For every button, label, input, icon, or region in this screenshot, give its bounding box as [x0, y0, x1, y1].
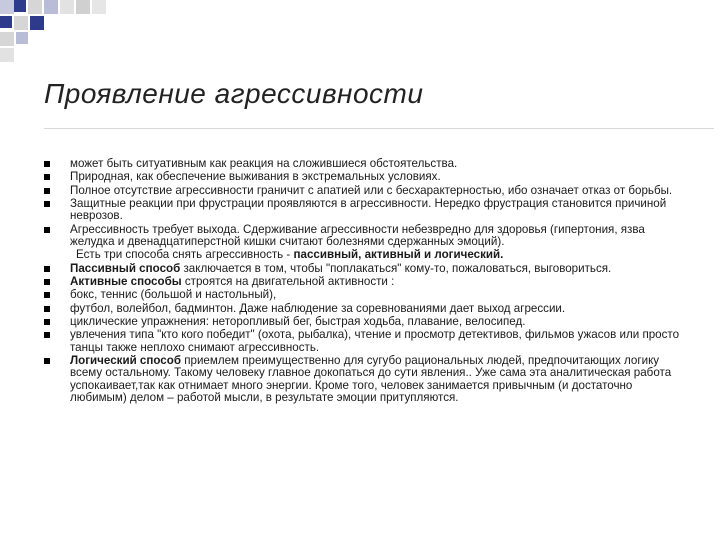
square-bullet-icon — [44, 292, 50, 298]
list-item — [44, 224, 684, 249]
decor-square — [14, 16, 28, 30]
square-bullet-icon — [44, 227, 50, 233]
square-bullet-icon — [44, 358, 50, 364]
item-text: может быть ситуативным как реакция на сложившиеся обстоятельства. — [70, 157, 458, 170]
decor-square — [92, 0, 106, 14]
item-text: циклические упражнения: неторопливый бег, быстрая ходьба, плавание, велосипед. — [70, 315, 526, 328]
item-text: Защитные реакции при фрустрации проявляются в агрессивности. Нередко фрустрация становится причиной неврозов. — [70, 196, 667, 223]
item-bold: Пассивный способ — [70, 261, 181, 275]
decor-square — [44, 0, 58, 14]
square-bullet-icon — [44, 279, 50, 285]
item-text: бокс, теннис (большой и настольный), — [70, 288, 277, 302]
list-item — [44, 289, 684, 301]
square-bullet-icon — [44, 266, 50, 272]
list-item — [44, 263, 684, 275]
square-bullet-icon — [44, 306, 50, 312]
list-item — [44, 329, 684, 354]
item-text: Полное отсутствие агрессивности граничит с апатией или с бесхарактерностью, ибо означает отказ от борьбы. — [70, 183, 673, 197]
item-text: строятся на двигательной активности : — [181, 275, 395, 289]
item-text: Природная, как обеспечение выживания в экстремальных условиях. — [70, 170, 441, 184]
decor-square — [0, 0, 14, 14]
item-text: увлечения типа "кто кого победит" (охота, рыбалка), чтение и просмотр детективов, фильмов ужасов или просто танцы также неплохо снимают агрессивность. — [70, 328, 680, 354]
list-item — [44, 198, 684, 223]
square-bullet-icon — [44, 174, 50, 180]
bullet-list — [44, 158, 684, 406]
list-item — [44, 185, 684, 197]
list-item — [44, 303, 684, 315]
list-item — [44, 355, 684, 405]
item-text: Агрессивность требует выхода. Сдерживание агрессивности небезвредно для здоровья (гипертония, язва желудка и двенадцатиперстной кишки считают болезнями сдержанных эмоций). — [70, 222, 645, 248]
decor-square — [30, 16, 44, 30]
decor-square — [60, 0, 74, 14]
decor-square — [14, 0, 26, 12]
slide-title: Проявление агрессивности — [44, 78, 424, 109]
list-item — [44, 171, 684, 183]
decor-square — [0, 16, 12, 28]
decor-square — [16, 32, 28, 44]
decor-square — [0, 48, 14, 62]
decor-square — [76, 0, 90, 14]
square-bullet-icon — [44, 188, 50, 194]
intro-bold: пассивный, активный и логический. — [293, 248, 504, 262]
intro-text: Есть три способа снять агрессивность - — [76, 248, 294, 262]
square-bullet-icon — [44, 201, 50, 207]
list-item — [44, 316, 684, 328]
item-text: приемлем преимущественно для сугубо рациональных людей, предпочитающих логику всему остальному. Такому человеку главное докопаться до сути явления.. Уже сама эта аналитическая работа успокаивает,так как отнимает много энергии. Кроме того, человек занимается привычным (и достаточно любимым) делом – работой мысли, в результате эмоции притупляются. — [70, 354, 672, 405]
list-item — [44, 158, 684, 170]
item-bold: Логический способ — [70, 354, 181, 367]
methods-intro — [44, 249, 684, 261]
square-bullet-icon — [44, 332, 50, 338]
decor-square — [0, 32, 14, 46]
decor-square — [28, 0, 42, 14]
square-bullet-icon — [44, 319, 50, 325]
list-item — [44, 276, 684, 288]
square-bullet-icon — [44, 161, 50, 167]
item-text: заключается в том, чтобы "поплакаться" кому-то, пожаловаться, выговориться. — [180, 261, 612, 275]
item-text: футбол, волейбол, бадминтон. Даже наблюдение за соревнованиями дает выход агрессии. — [70, 301, 566, 315]
title-divider — [44, 128, 714, 129]
item-bold: Активные способы — [70, 275, 182, 289]
